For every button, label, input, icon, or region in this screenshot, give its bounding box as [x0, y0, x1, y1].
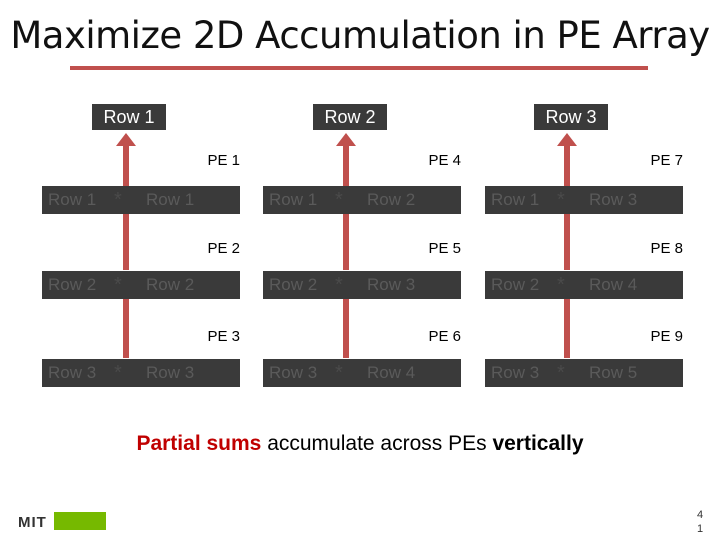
- multiply-sign: *: [114, 189, 122, 211]
- multiply-sign: *: [335, 189, 343, 211]
- input-row: Row 2: [367, 190, 416, 209]
- multiply-sign: *: [557, 189, 565, 211]
- column-2-arrows: [336, 133, 356, 358]
- pe-label: PE 7: [650, 152, 683, 169]
- caption-text: accumulate across PEs: [261, 432, 493, 455]
- arrow-shaft: [564, 214, 570, 270]
- column-1-arrows: [116, 133, 136, 358]
- page-number-bottom: 1: [696, 523, 704, 535]
- caption: [0, 432, 720, 456]
- pe-label: PE 6: [428, 328, 461, 345]
- caption-emphasis: vertically: [492, 432, 584, 455]
- multiply-sign: *: [335, 274, 343, 296]
- pe-label: PE 3: [207, 328, 240, 345]
- input-row: Row 3: [589, 190, 638, 209]
- pe-7-box: [485, 186, 683, 214]
- filter-row: Row 3: [269, 363, 318, 382]
- pe-3-box: [42, 359, 240, 387]
- pe-1-box: [42, 186, 240, 214]
- arrow-shaft: [123, 146, 129, 186]
- page-number-top: 4: [696, 509, 704, 521]
- pe-label: PE 1: [207, 152, 240, 169]
- slide-title: Maximize 2D Accumulation in PE Array: [10, 14, 710, 57]
- multiply-sign: *: [557, 362, 565, 384]
- multiply-sign: *: [114, 274, 122, 296]
- output-row-3: Row 3: [534, 104, 608, 130]
- filter-row: Row 1: [48, 190, 97, 209]
- pe-2-box: [42, 271, 240, 299]
- pe-6-box: [263, 359, 461, 387]
- pe-5-box: [263, 271, 461, 299]
- arrow-shaft: [123, 214, 129, 270]
- pe-label: PE 8: [650, 240, 683, 257]
- nvidia-logo: [54, 512, 106, 530]
- input-row: Row 4: [589, 275, 638, 294]
- multiply-sign: *: [557, 274, 565, 296]
- arrow-head: [336, 133, 356, 146]
- pe-label: PE 4: [428, 152, 461, 169]
- arrow-shaft: [343, 298, 349, 358]
- filter-row: Row 3: [491, 363, 540, 382]
- arrow-shaft: [564, 146, 570, 186]
- output-row-1: Row 1: [92, 104, 166, 130]
- arrow-shaft: [123, 298, 129, 358]
- arrow-shaft: [343, 146, 349, 186]
- filter-row: Row 2: [491, 275, 540, 294]
- input-row: Row 1: [146, 190, 195, 209]
- arrow-head: [557, 133, 577, 146]
- multiply-sign: *: [335, 362, 343, 384]
- output-row-2: Row 2: [313, 104, 387, 130]
- pe-4-box: [263, 186, 461, 214]
- filter-row: Row 2: [269, 275, 318, 294]
- pe-label: PE 5: [428, 240, 461, 257]
- pe-label: PE 9: [650, 328, 683, 345]
- page-number: [694, 508, 706, 536]
- input-row: Row 3: [146, 363, 195, 382]
- filter-row: Row 1: [491, 190, 540, 209]
- input-row: Row 4: [367, 363, 416, 382]
- arrow-head: [116, 133, 136, 146]
- pe-9-box: [485, 359, 683, 387]
- input-row: Row 5: [589, 363, 638, 382]
- input-row: Row 2: [146, 275, 195, 294]
- caption-highlight: Partial sums: [136, 432, 262, 455]
- arrow-shaft: [343, 214, 349, 270]
- pe-label: PE 2: [207, 240, 240, 257]
- mit-logo: MIT: [18, 514, 47, 531]
- pe-8-box: [485, 271, 683, 299]
- filter-row: Row 2: [48, 275, 97, 294]
- multiply-sign: *: [114, 362, 122, 384]
- arrow-shaft: [564, 298, 570, 358]
- filter-row: Row 3: [48, 363, 97, 382]
- column-3-arrows: [557, 133, 577, 358]
- filter-row: Row 1: [269, 190, 318, 209]
- input-row: Row 3: [367, 275, 416, 294]
